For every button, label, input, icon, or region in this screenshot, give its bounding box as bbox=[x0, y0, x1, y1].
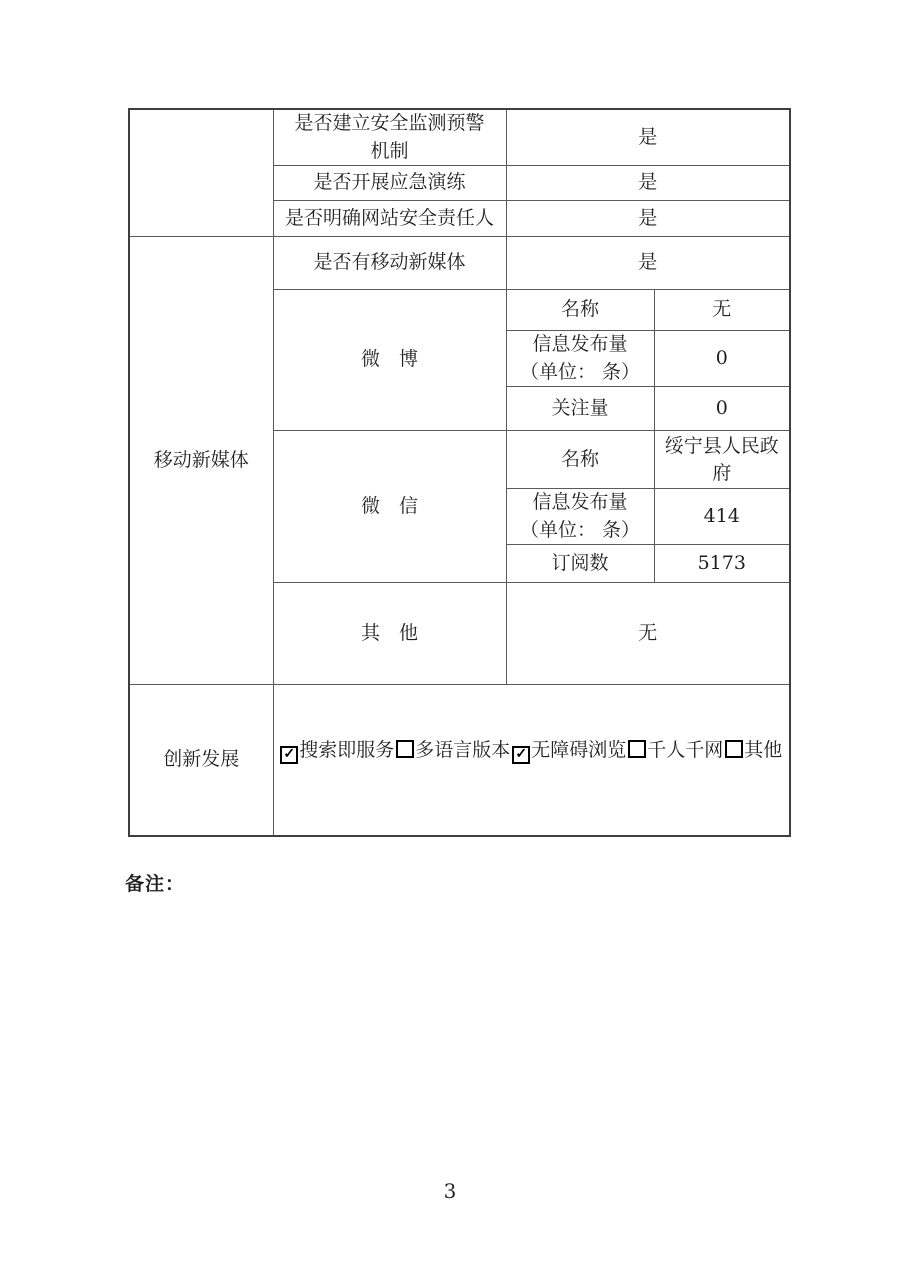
has-mobile-media-label: 是否有移动新媒体 bbox=[273, 237, 506, 290]
weibo-posts-label bbox=[506, 331, 654, 387]
weibo-followers-value: 0 bbox=[654, 387, 790, 431]
checked-checkbox-icon: ✓ bbox=[280, 746, 298, 764]
table-row bbox=[129, 685, 790, 836]
security-monitoring-label-line2: 机制 bbox=[370, 139, 409, 162]
wechat-subscribers-label: 订阅数 bbox=[506, 545, 654, 583]
table-row bbox=[129, 237, 790, 290]
blank-section-cell bbox=[129, 109, 273, 237]
innovation-options bbox=[274, 737, 790, 765]
security-monitoring-label bbox=[273, 109, 506, 166]
weibo-label: 微 博 bbox=[273, 290, 506, 431]
other-media-label: 其 他 bbox=[273, 583, 506, 685]
mobile-media-section-label: 移动新媒体 bbox=[129, 237, 273, 685]
wechat-posts-label-line2: （单位： 条） bbox=[519, 518, 641, 541]
unchecked-checkbox-icon bbox=[725, 740, 743, 758]
innovation-option-label: 多语言版本 bbox=[415, 739, 511, 762]
weibo-name-label: 名称 bbox=[506, 290, 654, 331]
weibo-posts-label-line1: 信息发布量 bbox=[532, 333, 628, 356]
security-monitoring-value: 是 bbox=[506, 109, 790, 166]
checked-checkbox-icon: ✓ bbox=[512, 746, 530, 764]
emergency-drill-value: 是 bbox=[506, 166, 790, 201]
security-officer-label: 是否明确网站安全责任人 bbox=[273, 201, 506, 237]
weibo-posts-label-line2: （单位： 条） bbox=[519, 360, 641, 383]
weibo-name-value: 无 bbox=[654, 290, 790, 331]
wechat-label: 微 信 bbox=[273, 431, 506, 583]
weibo-followers-label: 关注量 bbox=[506, 387, 654, 431]
wechat-posts-value: 414 bbox=[654, 489, 790, 545]
has-mobile-media-value: 是 bbox=[506, 237, 790, 290]
wechat-name-value bbox=[654, 431, 790, 489]
weibo-posts-value: 0 bbox=[654, 331, 790, 387]
security-officer-value: 是 bbox=[506, 201, 790, 237]
wechat-posts-label-line1: 信息发布量 bbox=[532, 491, 628, 514]
other-media-value: 无 bbox=[506, 583, 790, 685]
innovation-option-label: 千人千网 bbox=[647, 739, 724, 762]
wechat-subscribers-value: 5173 bbox=[654, 545, 790, 583]
wechat-name-value-text: 绥宁县人民政府 bbox=[664, 435, 779, 484]
emergency-drill-label: 是否开展应急演练 bbox=[273, 166, 506, 201]
page-number: 3 bbox=[443, 1179, 457, 1203]
table-row bbox=[129, 109, 790, 166]
innovation-option-label: 其他 bbox=[744, 739, 783, 762]
report-table bbox=[128, 108, 791, 837]
security-monitoring-label-line1: 是否建立安全监测预警 bbox=[294, 112, 485, 134]
wechat-posts-label bbox=[506, 489, 654, 545]
innovation-option-label: 搜索即服务 bbox=[299, 739, 395, 762]
innovation-options-cell bbox=[273, 685, 790, 836]
unchecked-checkbox-icon bbox=[628, 740, 646, 758]
wechat-name-label: 名称 bbox=[506, 431, 654, 489]
note-label: 备注： bbox=[125, 873, 186, 895]
innovation-option-label: 无障碍浏览 bbox=[531, 739, 627, 762]
innovation-section-label: 创新发展 bbox=[129, 685, 273, 836]
unchecked-checkbox-icon bbox=[396, 740, 414, 758]
